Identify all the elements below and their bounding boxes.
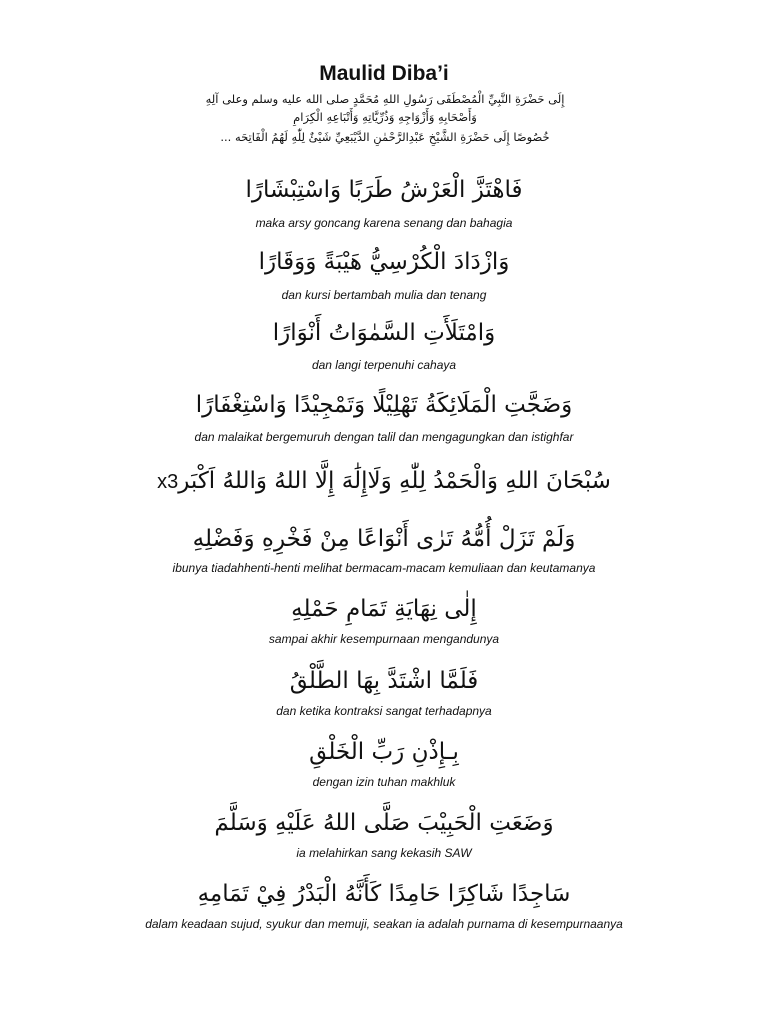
verse-1-arabic: فَاهْتَزَّ الْعَرْشُ طَرَبًا وَاسْتِبْشَارًا [245,177,523,203]
verse-11-arabic: سَاجِدًا شَاكِرًا حَامِدًا كَأَنَّهُ الْبَدْرُ فِيْ تَمَامِهِ [197,881,571,907]
verse-4-arabic: وَضَجَّتِ الْمَلَائِكَةُ تَهْلِيْلًا وَتَمْجِيْدًا وَاسْتِغْفَارًا [195,392,573,418]
verse-2-translation: dan kursi bertambah mulia dan tenang [281,288,487,302]
verse-9-translation: dengan izin tuhan makhluk [312,775,456,789]
verse-8-arabic: فَلَمَّا اشْتَدَّ بِهَا الطَّلْقُ [289,668,479,694]
verse-8-translation: dan ketika kontraksi sangat terhadapnya [276,704,492,718]
verse-1-translation: maka arsy goncang karena senang dan bahagia [255,216,513,230]
verse-7-translation: sampai akhir kesempurnaan mengandunya [268,632,500,646]
verse-7-arabic: إِلٰى نِهَايَةِ تَمَامِ حَمْلِهِ [291,596,477,622]
verse-3-translation: dan langi terpenuhi cahaya [311,358,457,372]
verse-3-arabic: وَامْتَلَأَتِ السَّمٰوَاتُ أَنْوَارًا [272,320,496,346]
intro-line-1: إِلَى حَضْرَةِ النَّبِيِّ الْمُصْطَفَى رَسُولِ اللهِ مُحَمَّدٍ صلى الله عليه وسلم وعلى آلِهِ [205,92,565,106]
verse-10-translation: ia melahirkan sang kekasih SAW [296,846,472,860]
verse-6-arabic: وَلَمْ تَزَلْ أُمُّهُ تَرٰى أَنْوَاعًا مِنْ فَخْرِهِ وَفَضْلِهِ [192,526,576,552]
verse-5-line [0,466,768,497]
page-title: Maulid Diba’i [319,62,449,85]
verse-6-translation: ibunya tiadahhenti-henti melihat bermacam-macam kemuliaan dan keutamanya [172,561,596,575]
verse-11-translation: dalam keadaan sujud, syukur dan memuji, seakan ia adalah purnama di kesempurnaanya [145,917,623,931]
intro-line-3: خُصُوصًا إِلَى حَضْرَةِ الشَّيْخِ عَبْدِالرَّحْمٰنِ الدَّيْبَعِيِّ شَيْئٌ لِلّٰهِ لَهُمُ الْفَاتِحَه ... [220,130,550,144]
verse-5-arabic: سُبْحَانَ اللهِ وَالْحَمْدُ لِلّٰهِ وَلَاإِلَٰهَ إِلَّا اللهُ وَاللهُ اَكْبَر [178,468,611,494]
verse-4-translation: dan malaikat bergemuruh dengan talil dan mengagungkan dan istighfar [194,430,574,444]
verse-9-arabic: بِـإِذْنِ رَبِّ الْخَلْقِ [309,739,459,765]
verse-10-arabic: وَضَعَتِ الْحَبِيْبَ صَلَّى اللهُ عَلَيْهِ وَسَلَّمَ [214,810,554,836]
repeat-count: x3 [157,471,179,493]
intro-line-2: وَأَصْحَابِهِ وَأَزْوَاجِهِ وَذُرِّيَّاتِهِ وَأَتْبَاعِهِ الْكِرَامِ [293,110,477,124]
verse-2-arabic: وَازْدَادَ الْكُرْسِيُّ هَيْبَةً وَوَقَارًا [258,249,510,275]
